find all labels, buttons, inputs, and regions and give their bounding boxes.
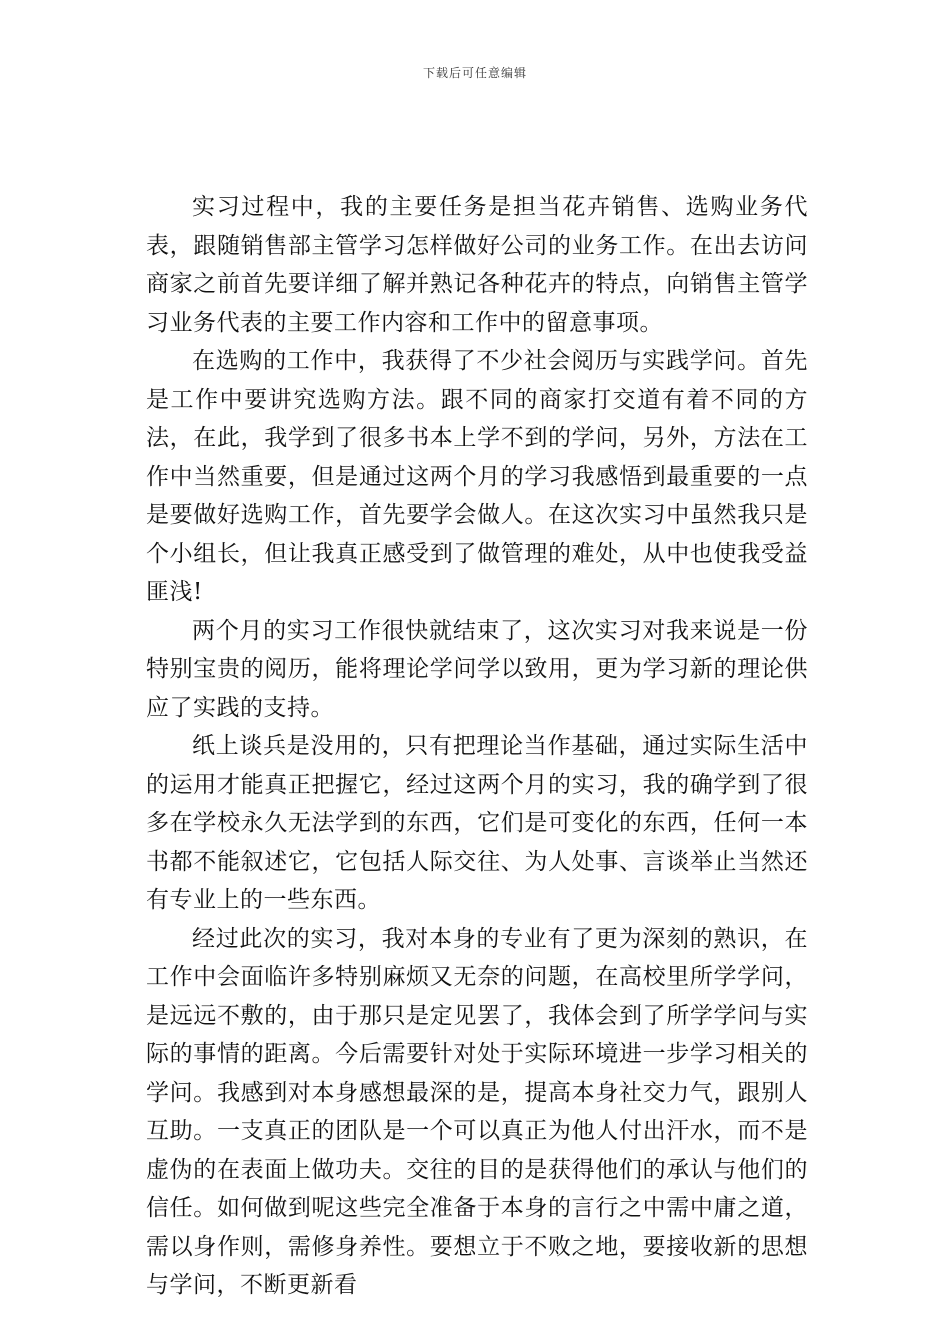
paragraph-internship-end: 两个月的实习工作很快就结束了，这次实习对我来说是一份特别宝贵的阅历，能将理论学问学以致用，更为学习新的理论供应了实践的支持。	[146, 617, 808, 721]
paragraph-reflection: 经过此次的实习，我对本身的专业有了更为深刻的熟识，在工作中会面临许多特别麻烦又无奈的问题，在高校里所学学问，是远远不敷的，由于那只是定见罢了，我体会到了所学学问与实际的事情的距离。今后需要针对处于实际环境进一步学习相关的学问。我感到对本身感想最深的是，提高本身社交力气，跟别人互助。一支真正的团队是一个可以真正为他人付出汗水，而不是虚伪的在表面上做功夫。交往的目的是获得他们的承认与他们的信任。如何做到呢这些完全准备于本身的言行之中需中庸之道，需以身作则，需修身养性。要想立于不败之地，要接收新的思想与学问，不断更新看	[146, 925, 808, 1298]
paragraph-purchasing-experience: 在选购的工作中，我获得了不少社会阅历与实践学问。首先是工作中要讲究选购方法。跟不同的商家打交道有着不同的方法，在此，我学到了很多书本上学不到的学问，另外，方法在工作中当然重要，但是通过这两个月的学习我感悟到最重要的一点是要做好选购工作，首先要学会做人。在这次实习中虽然我只是个小组长，但让我真正感受到了做管理的难处，从中也使我受益匪浅!	[146, 348, 808, 605]
page-header-note: 下载后可任意编辑	[422, 66, 527, 80]
document-body	[146, 188, 808, 1305]
paragraph-internship-tasks: 实习过程中，我的主要任务是担当花卉销售、选购业务代表，跟随销售部主管学习怎样做好公司的业务工作。在出去访问商家之前首先要详细了解并熟记各种花卉的特点，向销售主管学习业务代表的主要工作内容和工作中的留意事项。	[146, 194, 808, 336]
paragraph-theory-practice: 纸上谈兵是没用的，只有把理论当作基础，通过实际生活中的运用才能真正把握它，经过这两个月的实习，我的确学到了很多在学校永久无法学到的东西，它们是可变化的东西，任何一本书都不能叙述它，它包括人际交往、为人处事、言谈举止当然还有专业上的一些东西。	[146, 733, 808, 913]
